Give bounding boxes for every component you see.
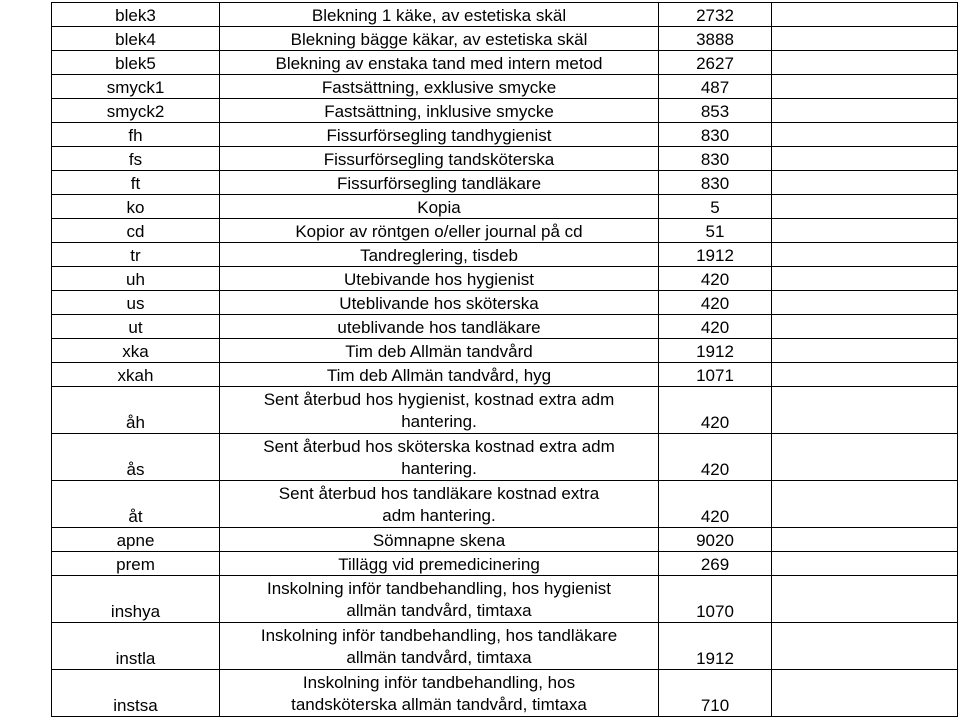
empty-cell (772, 434, 958, 481)
row-description: Blekning bägge käkar, av estetiska skäl (220, 27, 659, 51)
row-code: åt (52, 481, 220, 528)
row-price: 487 (659, 75, 772, 99)
empty-cell (772, 363, 958, 387)
empty-cell (772, 481, 958, 528)
table-row (52, 387, 958, 434)
table-row (52, 670, 958, 717)
row-description: Fissurförsegling tandläkare (220, 171, 659, 195)
row-code: smyck2 (52, 99, 220, 123)
table-row (52, 434, 958, 481)
table-row (52, 267, 958, 291)
row-price: 420 (659, 434, 772, 481)
row-description: Fastsättning, inklusive smycke (220, 99, 659, 123)
row-code: smyck1 (52, 75, 220, 99)
row-price: 5 (659, 195, 772, 219)
row-description: Fissurförsegling tandhygienist (220, 123, 659, 147)
table-row (52, 576, 958, 623)
row-price: 51 (659, 219, 772, 243)
row-description: Blekning av enstaka tand med intern metod (220, 51, 659, 75)
row-description-line1: Sent återbud hos tandläkare kostnad extra (278, 484, 600, 503)
empty-cell (772, 387, 958, 434)
empty-cell (772, 339, 958, 363)
table-row (52, 481, 958, 528)
row-code: cd (52, 219, 220, 243)
row-description: Tim deb Allmän tandvård (220, 339, 659, 363)
table-row (52, 339, 958, 363)
table-row (52, 99, 958, 123)
empty-cell (772, 291, 958, 315)
row-description-line1: Sent återbud hos hygienist, kostnad extra adm (263, 390, 615, 409)
table-row (52, 51, 958, 75)
row-code: fh (52, 123, 220, 147)
table-row (52, 75, 958, 99)
row-price: 710 (659, 670, 772, 717)
table-row (52, 147, 958, 171)
row-description: Tim deb Allmän tandvård, hyg (220, 363, 659, 387)
row-description-line2: hantering. (401, 459, 477, 478)
row-code: instsa (52, 670, 220, 717)
row-price: 1071 (659, 363, 772, 387)
row-code: blek5 (52, 51, 220, 75)
row-price: 3888 (659, 27, 772, 51)
row-code: fs (52, 147, 220, 171)
table-row (52, 171, 958, 195)
row-code: åh (52, 387, 220, 434)
empty-cell (772, 670, 958, 717)
empty-cell (772, 99, 958, 123)
table-row (52, 291, 958, 315)
row-price: 1912 (659, 243, 772, 267)
empty-cell (772, 623, 958, 670)
row-price: 1070 (659, 576, 772, 623)
row-description (220, 576, 659, 623)
row-description-line2: adm hantering. (382, 506, 496, 525)
row-description: Kopia (220, 195, 659, 219)
row-code: us (52, 291, 220, 315)
table-row (52, 243, 958, 267)
row-code: uh (52, 267, 220, 291)
row-description-line1: Inskolning inför tandbehandling, hos hygienist (266, 579, 612, 598)
row-code: inshya (52, 576, 220, 623)
row-description: Sömnapne skena (220, 528, 659, 552)
row-code: xka (52, 339, 220, 363)
row-code: tr (52, 243, 220, 267)
row-price: 269 (659, 552, 772, 576)
table-row (52, 552, 958, 576)
row-description (220, 387, 659, 434)
row-description: Uteblivande hos sköterska (220, 291, 659, 315)
row-price: 830 (659, 123, 772, 147)
table-row (52, 219, 958, 243)
table-row (52, 528, 958, 552)
table-row (52, 27, 958, 51)
row-description: uteblivande hos tandläkare (220, 315, 659, 339)
empty-cell (772, 552, 958, 576)
row-price: 853 (659, 99, 772, 123)
row-code: ut (52, 315, 220, 339)
empty-cell (772, 576, 958, 623)
empty-cell (772, 75, 958, 99)
table-row (52, 315, 958, 339)
row-code: instla (52, 623, 220, 670)
row-code: prem (52, 552, 220, 576)
row-price: 420 (659, 481, 772, 528)
row-description (220, 481, 659, 528)
table-row (52, 3, 958, 27)
table-row (52, 363, 958, 387)
table-row (52, 623, 958, 670)
empty-cell (772, 195, 958, 219)
row-price: 420 (659, 267, 772, 291)
row-price: 1912 (659, 339, 772, 363)
row-description: Utebivande hos hygienist (220, 267, 659, 291)
row-description-line2: hantering. (401, 412, 477, 431)
row-description: Blekning 1 käke, av estetiska skäl (220, 3, 659, 27)
row-description: Fastsättning, exklusive smycke (220, 75, 659, 99)
empty-cell (772, 27, 958, 51)
empty-cell (772, 123, 958, 147)
price-table-body (52, 3, 958, 717)
row-description: Kopior av röntgen o/eller journal på cd (220, 219, 659, 243)
row-price: 1912 (659, 623, 772, 670)
row-price: 9020 (659, 528, 772, 552)
row-description (220, 623, 659, 670)
table-row (52, 123, 958, 147)
empty-cell (772, 3, 958, 27)
row-description-line1: Inskolning inför tandbehandling, hos (302, 673, 576, 692)
row-description-line1: Inskolning inför tandbehandling, hos tandläkare (260, 626, 618, 645)
row-code: apne (52, 528, 220, 552)
row-price: 420 (659, 387, 772, 434)
row-code: blek4 (52, 27, 220, 51)
row-description (220, 670, 659, 717)
price-table (51, 2, 958, 717)
row-code: ås (52, 434, 220, 481)
empty-cell (772, 51, 958, 75)
empty-cell (772, 243, 958, 267)
row-code: blek3 (52, 3, 220, 27)
row-code: xkah (52, 363, 220, 387)
row-price: 2732 (659, 3, 772, 27)
row-description: Tillägg vid premedicinering (220, 552, 659, 576)
row-description: Tandreglering, tisdeb (220, 243, 659, 267)
row-description: Fissurförsegling tandsköterska (220, 147, 659, 171)
empty-cell (772, 171, 958, 195)
row-description (220, 434, 659, 481)
empty-cell (772, 219, 958, 243)
row-code: ft (52, 171, 220, 195)
row-price: 420 (659, 315, 772, 339)
row-price: 830 (659, 147, 772, 171)
empty-cell (772, 315, 958, 339)
row-price: 2627 (659, 51, 772, 75)
row-code: ko (52, 195, 220, 219)
row-description-line2: tandsköterska allmän tandvård, timtaxa (291, 695, 587, 714)
row-description-line2: allmän tandvård, timtaxa (346, 601, 532, 620)
empty-cell (772, 528, 958, 552)
empty-cell (772, 267, 958, 291)
row-price: 830 (659, 171, 772, 195)
empty-cell (772, 147, 958, 171)
row-description-line2: allmän tandvård, timtaxa (346, 648, 532, 667)
row-description-line1: Sent återbud hos sköterska kostnad extra adm (263, 437, 615, 456)
table-row (52, 195, 958, 219)
row-price: 420 (659, 291, 772, 315)
